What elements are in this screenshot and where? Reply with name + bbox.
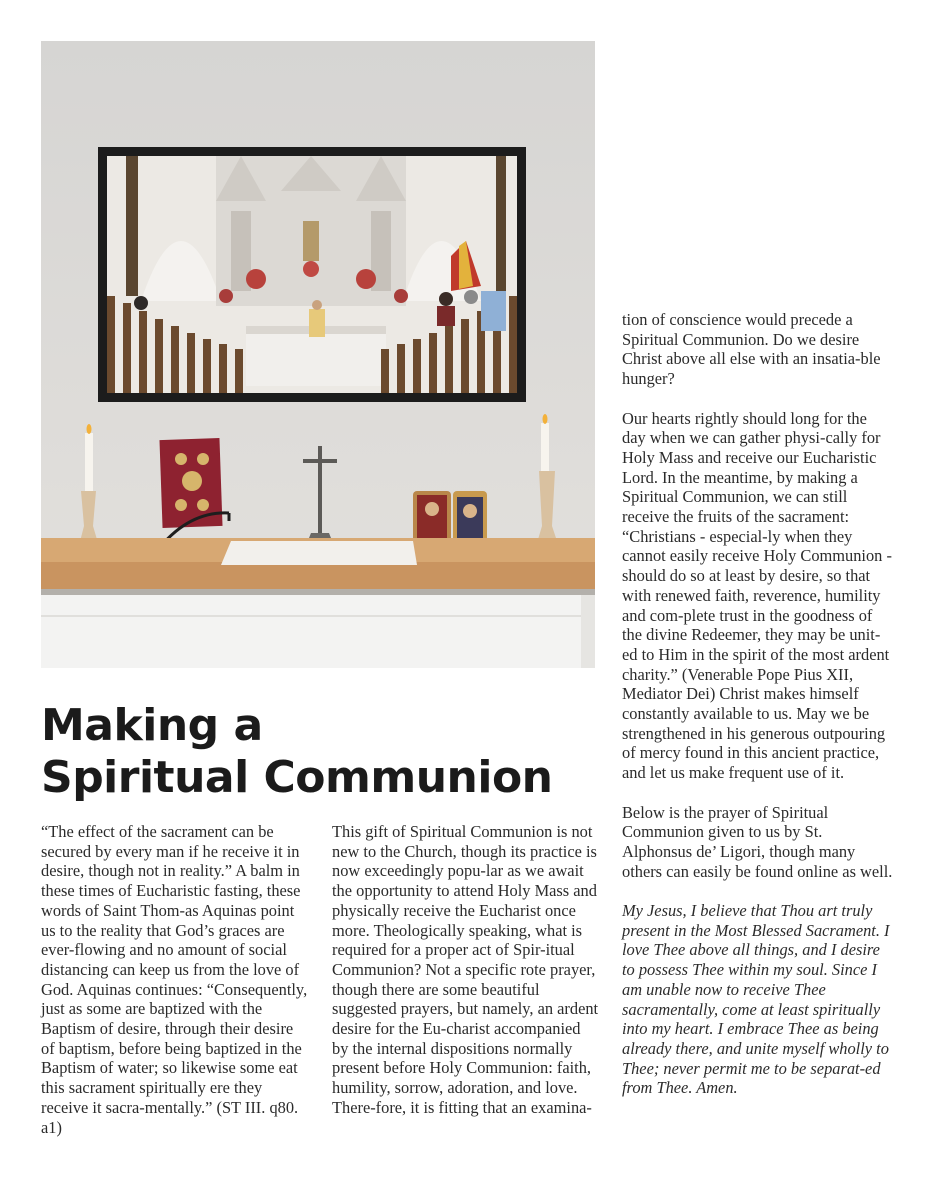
paragraph: Below is the prayer of Spiritual Communion given to us by St. Alphonsus de’ Ligori, though many others can easily be found online as well. <box>622 802 893 881</box>
paragraph: This gift of Spiritual Communion is not new to the Church, though its practice is now exceedingly popu-lar as we await the opportunity to attend Holy Mass and physically receive the Eucharist once more. Theologically speaking, what is required for a proper act of Spir-itual Communion? Not a specific rote prayer, though there are some beautiful suggested prayers, but namely, an ardent desire for the Eu-charist accompanied by the internal dispositions normally present before Holy Communion: faith, humility, sorrow, adoration, and love. There-fore, it is fitting that an examina- <box>332 822 599 1117</box>
title-line-2: Spiritual Communion <box>41 752 553 803</box>
paragraph: “The effect of the sacrament can be secured by every man if he receive it in desire, though not in reality.” A balm in these times of Eucharistic fasting, these words of Saint Thom-as Aquinas point us to the reality that God’s graces are ever-flowing and no amount of social distancing can keep us from the love of God. Aquinas continues: “Consequently, just as some are baptized with the Baptism of desire, through their desire of baptism, before being baptized in the Baptism of water; so likewise some eat this sacrament spiritually ere they receive it sacra-mentally.” (ST III. q80. a1) <box>41 822 308 1137</box>
spiritual-communion-prayer: My Jesus, I believe that Thou art truly present in the Most Blessed Sacrament. I love Thee above all things, and I desire to possess Thee within my soul. Since I am unable now to receive Thee sacramentally, come at least spiritually into my heart. I embrace Thee as being already there, and unite myself wholly to Thee; never permit me to be separat-ed from Thee. Amen. <box>622 901 890 1098</box>
article-title <box>41 700 611 804</box>
altar-photo <box>41 41 595 668</box>
text-column-2 <box>332 822 600 1118</box>
title-line-1: Making a <box>41 700 263 751</box>
altar-photo-illustration <box>41 41 595 668</box>
text-column-3 <box>622 310 894 1098</box>
framed-church-picture <box>98 147 526 402</box>
left-candle-icon <box>77 424 101 553</box>
right-candle-icon <box>534 414 561 553</box>
book-icon <box>159 438 229 549</box>
paragraph: tion of conscience would precede a Spiritual Communion. Do we desire Christ above all else with an insatia-ble hunger? <box>622 310 881 389</box>
paragraph: Our hearts rightly should long for the day when we can gather physi-cally for Holy Mass and receive our Eucharistic Lord. In the meantime, by making a Spiritual Communion, we can still receive the fruits of the sacrament: “Christians - especial-ly when they cannot easily receive Holy Communion - should do so at least by desire, so that with renewed faith, reverence, humility and com-plete trust in the goodness of the divine Redeemer, they may be unit-ed to Him in the spirit of the most ardent charity.” (Venerable Pope Pius XII, Mediator Dei) Christ makes himself constantly available to us. May we be strengthened in his generous outpouring of mercy found in this ancient practice, and let us make frequent use of it. <box>622 408 892 783</box>
wooden-shelf <box>41 538 595 668</box>
crucifix-icon <box>303 446 337 543</box>
text-column-1 <box>41 822 309 1137</box>
